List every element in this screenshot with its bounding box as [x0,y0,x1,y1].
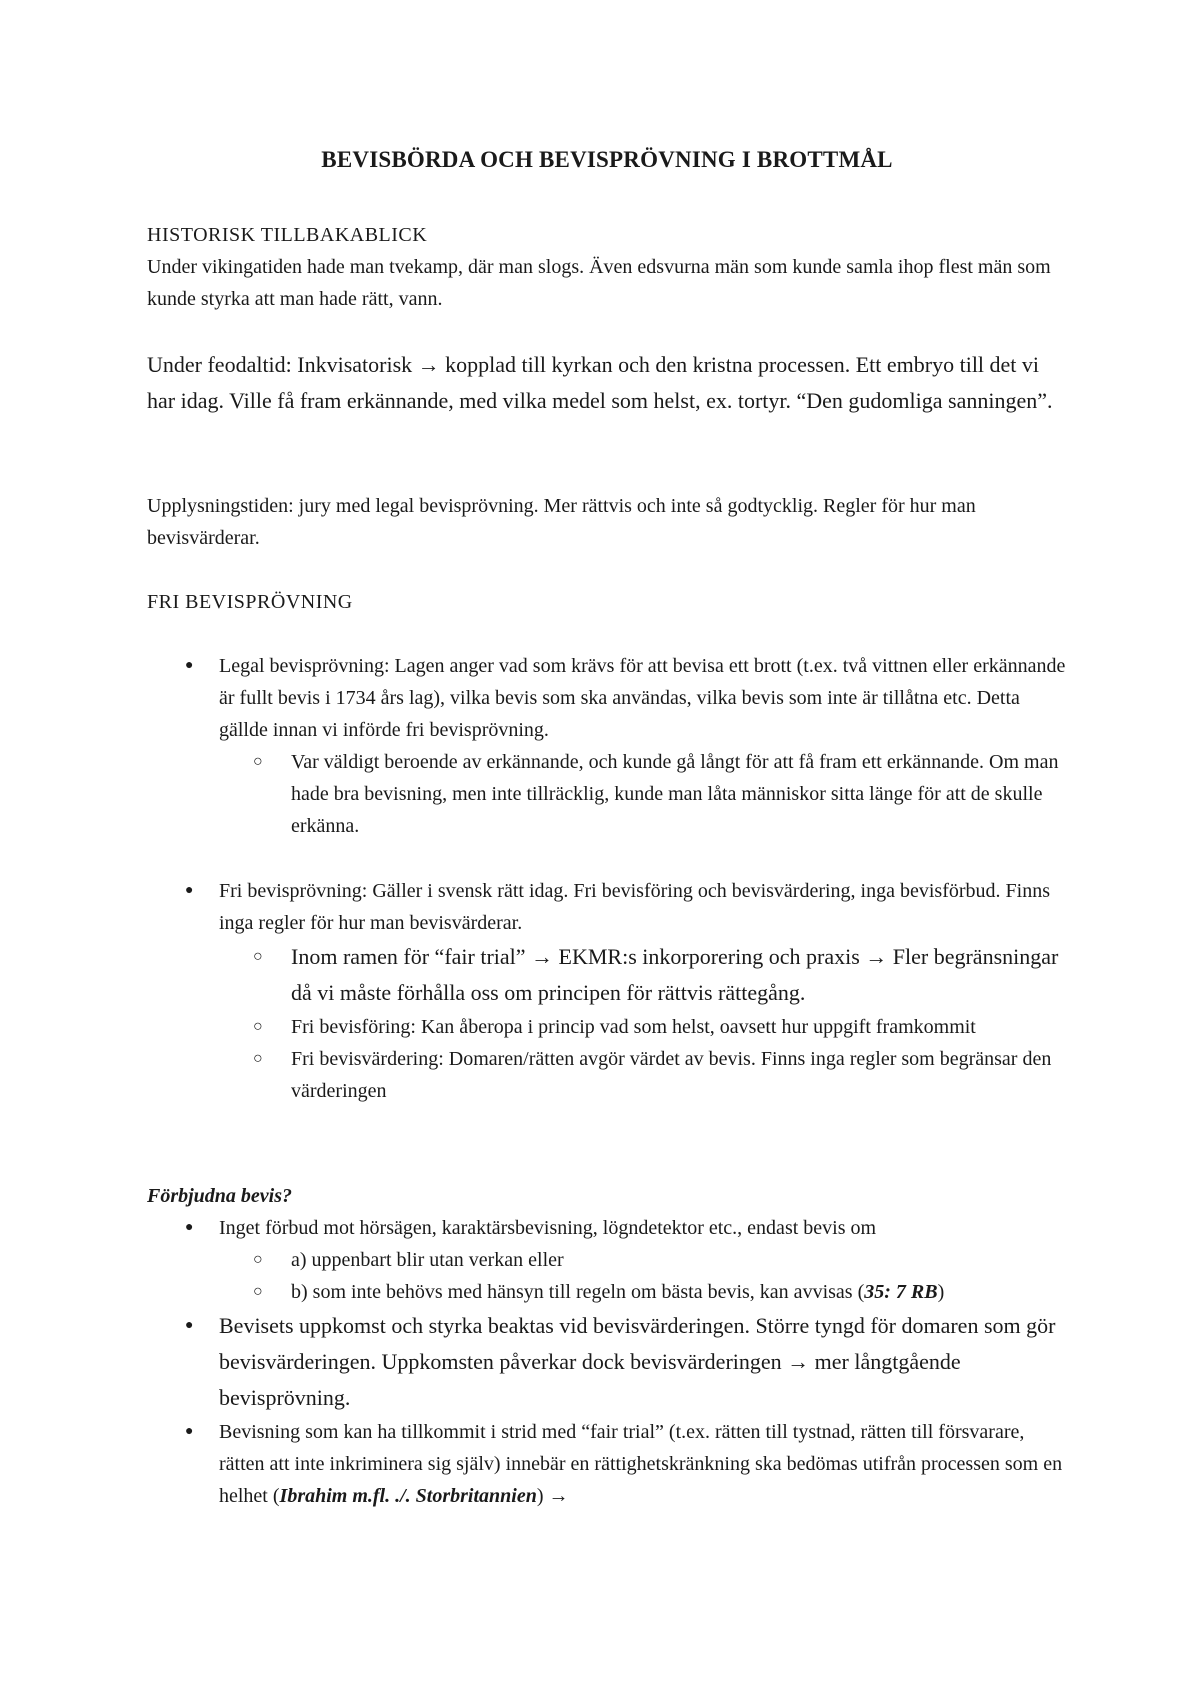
sub-list-item [219,1011,1067,1043]
sub-list-item [219,1043,1067,1107]
document-title: BEVISBÖRDA OCH BEVISPRÖVNING I BROTTMÅL [321,147,893,172]
list-item-text: Legal bevisprövning: Lagen anger vad som krävs för att bevisa ett brott (t.ex. två vittnen eller erkännande är fullt bevis i 1734 års lag), vilka bevis som ska användas, vilka bevis som inte är tillåtna etc. Detta gällde innan vi införde fri bevisprövning. [219,655,1066,741]
bullet-dot-icon: ● [185,1318,194,1333]
sub-list-item-text: Fri bevisvärdering: Domaren/rätten avgör värdet av bevis. Finns inga regler som begränsar den värderingen [291,1048,1052,1102]
list-item [147,650,1067,842]
paragraph-upplysningstiden: Upplysningstiden: jury med legal bevisprövning. Mer rättvis och inte så godtycklig. Regler för hur man bevisvärderar. [147,495,976,549]
fri-list [147,650,1067,842]
sub-list-item-text: Inom ramen för “fair trial” → EKMR:s inkorporering och praxis → Fler begränsningar då vi måste förhålla oss om principen för rättvis rättegång. [291,944,1059,1005]
list-item [147,1212,1067,1308]
law-reference: 35: 7 RB [864,1281,938,1303]
bullet-dot-icon: ● [185,1220,194,1235]
list-item [147,1308,1067,1416]
paragraph-feodaltid: Under feodaltid: Inkvisatorisk → kopplad till kyrkan och den kristna processen. Ett embryo till det vi har idag. Ville få fram erkännande, med vilka medel som helst, ex. tortyr. “Den gudomliga sanningen”. [147,352,1053,413]
sub-list-item-text: b) som inte behövs med hänsyn till regeln om bästa bevis, kan avvisas ( [291,1281,865,1303]
list-item-text: Bevisning som kan ha tillkommit i strid med “fair trial” (t.ex. rätten till tystnad, rätten till försvarare, rätten att inte inkriminera sig själv) innebär en rättighetskränkning ska bedömas utifrån processen som en helhet ( [219,1421,1063,1507]
forbjudna-list [147,1212,1067,1512]
sub-list-item-text: Var väldigt beroende av erkännande, och kunde gå långt för att få fram ett erkännande. Om man hade bra bevisning, men inte tillräcklig, kunde man låta människor sitta länge för att de skulle erkänna. [291,751,1059,837]
paragraph-vikingatiden: Under vikingatiden hade man tvekamp, där man slogs. Även edsvurna män som kunde samla ihop flest män som kunde styrka att man hade rätt, vann. [147,256,1051,310]
bullet-circle-icon: ○ [253,1283,263,1300]
historisk-section [147,219,1067,315]
bullet-dot-icon: ● [185,658,194,673]
sub-list-item [219,1276,1067,1308]
sub-list-item-text-end: ) [937,1281,945,1303]
list-item [147,1416,1067,1512]
bullet-circle-icon: ○ [253,1018,263,1035]
sub-list-item [219,1244,1067,1276]
sub-list-item [219,939,1067,1011]
list-item-text: Bevisets uppkomst och styrka beaktas vid bevisvärderingen. Större tyngd för domaren som gör bevisvärderingen. Uppkomsten påverkar dock bevisvärderingen → mer långtgående bevisprövning. [219,1313,1056,1410]
list-item-text: Inget förbud mot hörsägen, karaktärsbevisning, lögndetektor etc., endast bevis om [219,1217,877,1239]
list-item [147,875,1067,1107]
section-heading-historisk: HISTORISK TILLBAKABLICK [147,224,428,246]
sub-list-item-text: Fri bevisföring: Kan åberopa i princip vad som helst, oavsett hur uppgift framkommit [291,1016,976,1038]
section-heading-forbjudna: Förbjudna bevis? [147,1185,293,1207]
bullet-dot-icon: ● [185,1424,194,1439]
sub-list-item [219,746,1067,842]
list-item-text-end: ) → [536,1485,569,1507]
section-heading-fri: FRI BEVISPRÖVNING [147,591,353,613]
list-item-text: Fri bevisprövning: Gäller i svensk rätt idag. Fri bevisföring och bevisvärdering, inga bevisförbud. Finns inga regler för hur man bevisvärderar. [219,880,1050,934]
case-reference: Ibrahim m.fl. ./. Storbritannien [279,1485,537,1507]
sub-list-item-text: a) uppenbart blir utan verkan eller [291,1249,564,1271]
bullet-circle-icon: ○ [253,948,263,965]
bullet-dot-icon: ● [185,883,194,898]
bullet-circle-icon: ○ [253,1050,263,1067]
bullet-circle-icon: ○ [253,753,263,770]
bullet-circle-icon: ○ [253,1251,263,1268]
fri-list-2 [147,875,1067,1107]
